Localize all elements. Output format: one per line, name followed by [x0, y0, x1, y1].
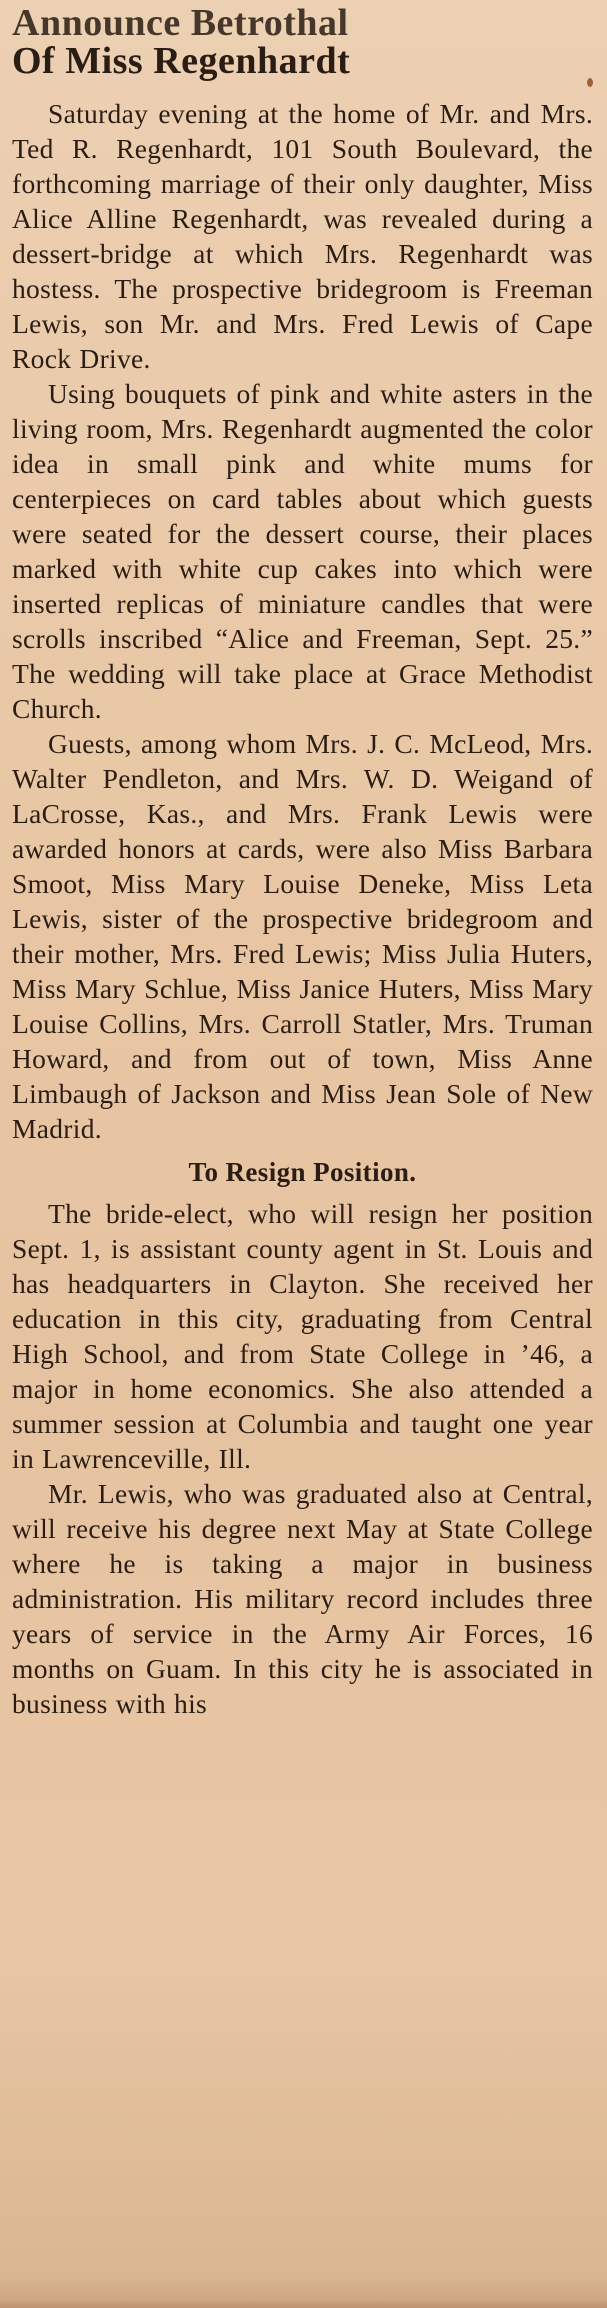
torn-bottom-edge — [0, 2278, 607, 2308]
paragraph-guests: Guests, among whom Mrs. J. C. McLeod, Mrs. Walter Pendleton, and Mrs. W. D. Weigand of LaCrosse, Kas., and Mrs. Frank Lewis were awarded honors at cards, were also Miss Barbara Smoot, Miss Mary Louise Deneke, Miss Leta Lewis, sister of the prospective bridegroom and their mother, Mrs. Fred Lewis; Miss Julia Huters, Miss Mary Schlue, Miss Janice Huters, Miss Mary Louise Collins, Mrs. Carroll Statler, Mrs. Truman Howard, and from out of town, Miss Anne Limbaugh of Jackson and Miss Jean Sole of New Madrid. — [12, 728, 593, 1144]
paragraph-decorations: Using bouquets of pink and white asters in the living room, Mrs. Regenhardt augmented the color idea in small pink and white mums for centerpieces on card tables about which guests were seated for the dessert course, their places marked with white cup cakes into which were inserted replicas of miniature candles that were scrolls inscribed “Alice and Freeman, Sept. 25.” The wedding will take place at Grace Methodist Church. — [12, 378, 593, 724]
paragraph-bride-elect: The bride-elect, who will resign her position Sept. 1, is assistant county agent in St. Louis and has headquarters in Clayton. She received her education in this city, graduating from Central High School, and from State College in ’46, a major in home economics. She also attended a summer session at Columbia and taught one year in Lawrenceville, Ill. — [12, 1198, 593, 1474]
headline-line-2: Of Miss Regenhardt — [12, 40, 351, 82]
ink-spot — [587, 78, 593, 87]
paragraph-announcement: Saturday evening at the home of Mr. and Mrs. Ted R. Regenhardt, 101 South Boulevard, the forthcoming marriage of their only daughter, Miss Alice Alline Regenhardt, was revealed during a dessert-bridge at which Mrs. Regenhardt was hostess. The prospective bridegroom is Freeman Lewis, son Mr. and Mrs. Fred Lewis of Cape Rock Drive. — [12, 98, 593, 374]
subheading: To Resign Position. — [188, 1157, 417, 1187]
paragraph-bridegroom: Mr. Lewis, who was graduated also at Central, will receive his degree next May at State College where he is taking a major in business administration. His military record includes three years of service in the Army Air Forces, 16 months on Guam. In this city he is associated in business with his — [12, 1478, 593, 1719]
headline-line-1: Announce Betrothal — [12, 2, 349, 38]
